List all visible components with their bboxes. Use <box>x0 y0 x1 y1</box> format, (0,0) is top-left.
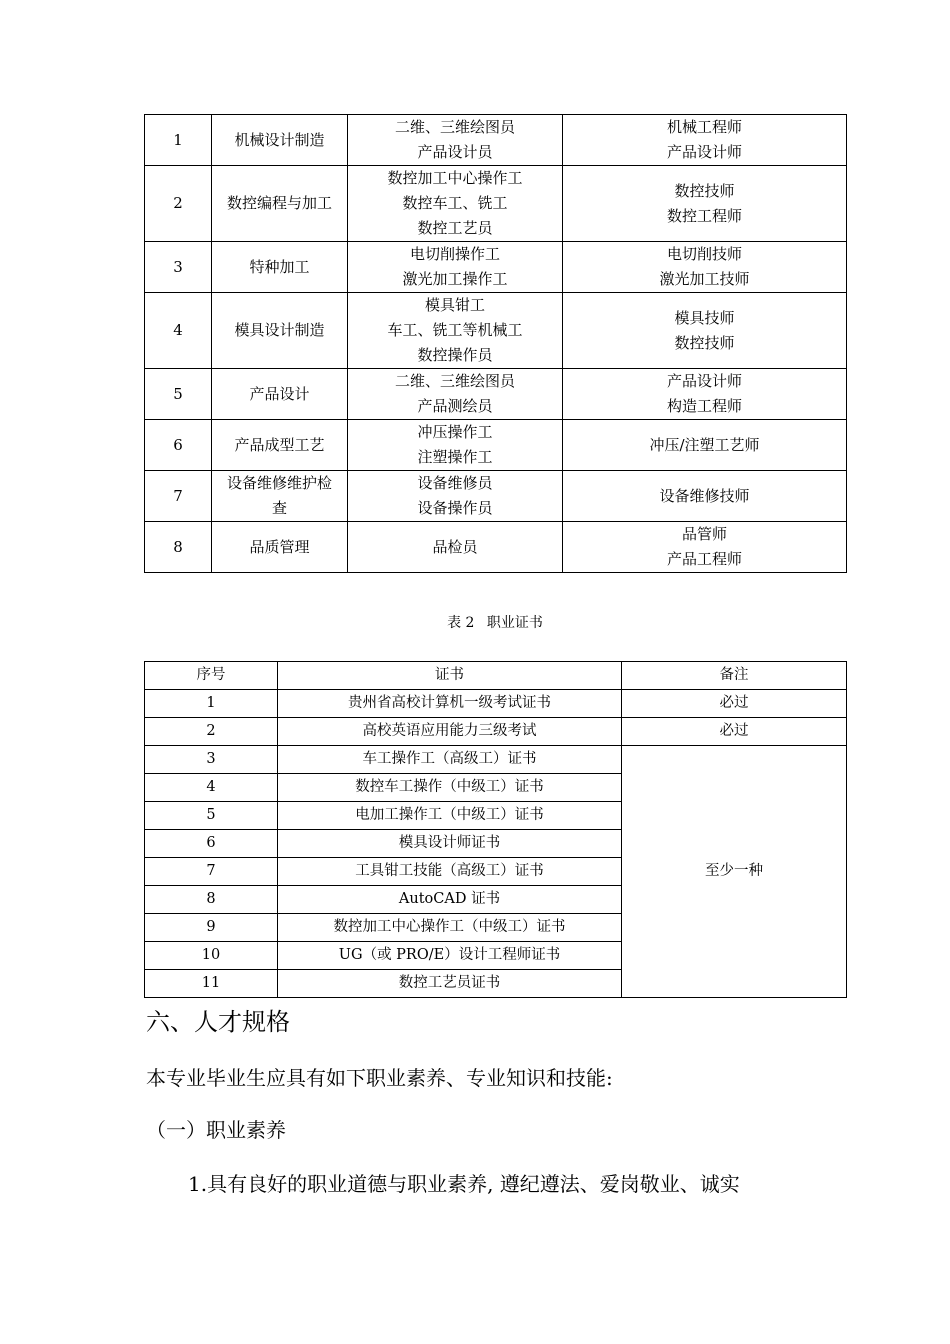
certificate-number: 10 <box>145 942 278 970</box>
cell-positions <box>348 369 563 420</box>
cell-line: 产品测绘员 <box>417 397 493 415</box>
table-row <box>145 293 847 369</box>
cell-line: 产品设计师 <box>666 143 742 161</box>
certificate-name: 车工操作工（高级工）证书 <box>278 746 622 774</box>
cell-positions <box>348 115 563 166</box>
cell-line: 数控操作员 <box>417 346 493 364</box>
table-row <box>145 746 847 774</box>
cell-line: 冲压操作工 <box>417 423 493 441</box>
certificate-number: 3 <box>145 746 278 774</box>
cell-careers <box>563 369 847 420</box>
cell-line: 电切削技师 <box>666 245 742 263</box>
certificate-number: 2 <box>145 718 278 746</box>
certificate-name: AutoCAD 证书 <box>278 886 622 914</box>
cell-line: 设备维修员 <box>417 474 493 492</box>
cell-line: 注塑操作工 <box>417 448 493 466</box>
cell-line: 激光加工操作工 <box>402 270 508 288</box>
cell-line: 数控工程师 <box>666 206 742 225</box>
cell-field <box>212 242 348 293</box>
cell-positions <box>348 166 563 242</box>
cell-careers <box>563 293 847 369</box>
certificate-name: 数控工艺员证书 <box>278 970 622 998</box>
cell-careers <box>563 115 847 166</box>
certificate-header-row <box>145 662 847 690</box>
certificate-number: 7 <box>145 858 278 886</box>
certificate-name: 高校英语应用能力三级考试 <box>278 718 622 746</box>
cell-positions <box>348 293 563 369</box>
table-row <box>145 420 847 471</box>
header-no: 序号 <box>145 662 278 690</box>
table-row <box>145 471 847 522</box>
certificate-name: 工具钳工技能（高级工）证书 <box>278 858 622 886</box>
cell-field <box>212 471 348 522</box>
career-table-body <box>145 115 847 573</box>
cell-line: 数控工艺员 <box>417 219 493 237</box>
cell-field <box>212 115 348 166</box>
cell-line: 设备维修技师 <box>659 486 750 505</box>
cell-line: 设备操作员 <box>417 499 493 517</box>
row-number: 7 <box>145 471 212 522</box>
cell-line: 构造工程师 <box>666 397 742 415</box>
cell-line: 机械工程师 <box>666 118 742 136</box>
header-note: 备注 <box>622 662 847 690</box>
cell-field <box>212 369 348 420</box>
cell-line: 数控车工、铣工 <box>402 194 508 212</box>
cell-positions <box>348 242 563 293</box>
cell-careers <box>563 522 847 573</box>
cell-line: 模具设计制造 <box>234 321 325 339</box>
cell-line: 模具钳工 <box>424 296 485 314</box>
cell-line: 车工、铣工等机械工 <box>387 321 523 339</box>
table-row <box>145 242 847 293</box>
cell-positions <box>348 420 563 471</box>
cell-line: 电切削操作工 <box>409 245 500 263</box>
intro-paragraph: 本专业毕业生应具有如下职业素养、专业知识和技能: <box>146 1066 613 1090</box>
table-row <box>145 718 847 746</box>
cell-field <box>212 293 348 369</box>
table-row <box>145 369 847 420</box>
list-item: 1.具有良好的职业道德与职业素养, 遵纪遵法、爱岗敬业、诚实 <box>188 1172 740 1196</box>
certificate-number: 9 <box>145 914 278 942</box>
cell-line: 数控编程与加工 <box>226 194 332 212</box>
row-number: 6 <box>145 420 212 471</box>
cell-careers <box>563 242 847 293</box>
cell-line: 数控技师 <box>674 181 735 200</box>
cell-line: 二维、三维绘图员 <box>394 118 515 136</box>
cell-line: 激光加工技师 <box>659 270 750 288</box>
table-caption <box>0 612 950 632</box>
certificate-name: 贵州省高校计算机一级考试证书 <box>278 690 622 718</box>
cell-line: 二维、三维绘图员 <box>394 372 515 390</box>
certificate-number: 1 <box>145 690 278 718</box>
certificate-note: 必过 <box>622 690 847 718</box>
certificate-name: 电加工操作工（中级工）证书 <box>278 802 622 830</box>
certificate-number: 4 <box>145 774 278 802</box>
table-caption-label: 表 2 <box>447 615 475 631</box>
cell-careers <box>563 471 847 522</box>
cell-line: 品质管理 <box>249 537 310 556</box>
row-number: 3 <box>145 242 212 293</box>
certificate-number: 5 <box>145 802 278 830</box>
header-certificate: 证书 <box>278 662 622 690</box>
certificate-name: 数控加工中心操作工（中级工）证书 <box>278 914 622 942</box>
cell-line: 产品设计员 <box>417 143 493 161</box>
certificate-table <box>144 661 847 998</box>
cell-field <box>212 166 348 242</box>
cell-positions <box>348 471 563 522</box>
certificate-table-body <box>145 662 847 998</box>
cell-line: 产品工程师 <box>666 550 742 568</box>
cell-line: 品管师 <box>681 525 727 543</box>
career-table <box>144 114 847 573</box>
certificate-number: 8 <box>145 886 278 914</box>
row-number: 8 <box>145 522 212 573</box>
cell-line: 产品设计 <box>249 384 310 403</box>
row-number: 1 <box>145 115 212 166</box>
cell-field <box>212 420 348 471</box>
cell-line: 产品设计师 <box>666 372 742 390</box>
certificate-note: 必过 <box>622 718 847 746</box>
cell-line: 查 <box>271 499 287 517</box>
section-heading: 六、人才规格 <box>146 1008 290 1036</box>
cell-line: 模具技师 <box>674 308 735 327</box>
cell-line: 设备维修维护检 <box>226 474 332 492</box>
row-number: 2 <box>145 166 212 242</box>
cell-line: 产品成型工艺 <box>234 435 325 454</box>
certificate-name: 数控车工操作（中级工）证书 <box>278 774 622 802</box>
cell-line: 数控技师 <box>674 333 735 352</box>
certificate-number: 6 <box>145 830 278 858</box>
table-row <box>145 166 847 242</box>
row-number: 4 <box>145 293 212 369</box>
cell-careers <box>563 420 847 471</box>
certificate-name: 模具设计师证书 <box>278 830 622 858</box>
table-row <box>145 522 847 573</box>
certificate-name: UG（或 PRO/E）设计工程师证书 <box>278 942 622 970</box>
cell-careers <box>563 166 847 242</box>
certificate-number: 11 <box>145 970 278 998</box>
cell-field <box>212 522 348 573</box>
cell-line: 冲压/注塑工艺师 <box>649 435 760 454</box>
cell-line: 品检员 <box>432 537 478 556</box>
cell-line: 数控加工中心操作工 <box>387 169 523 187</box>
row-number: 5 <box>145 369 212 420</box>
table-caption-title: 职业证书 <box>486 615 543 631</box>
cell-line: 特种加工 <box>249 257 310 276</box>
table-row <box>145 115 847 166</box>
certificate-note-merged: 至少一种 <box>622 746 847 998</box>
cell-line: 机械设计制造 <box>234 130 325 149</box>
table-row <box>145 690 847 718</box>
subsection-heading: （一）职业素养 <box>146 1118 286 1142</box>
cell-positions <box>348 522 563 573</box>
